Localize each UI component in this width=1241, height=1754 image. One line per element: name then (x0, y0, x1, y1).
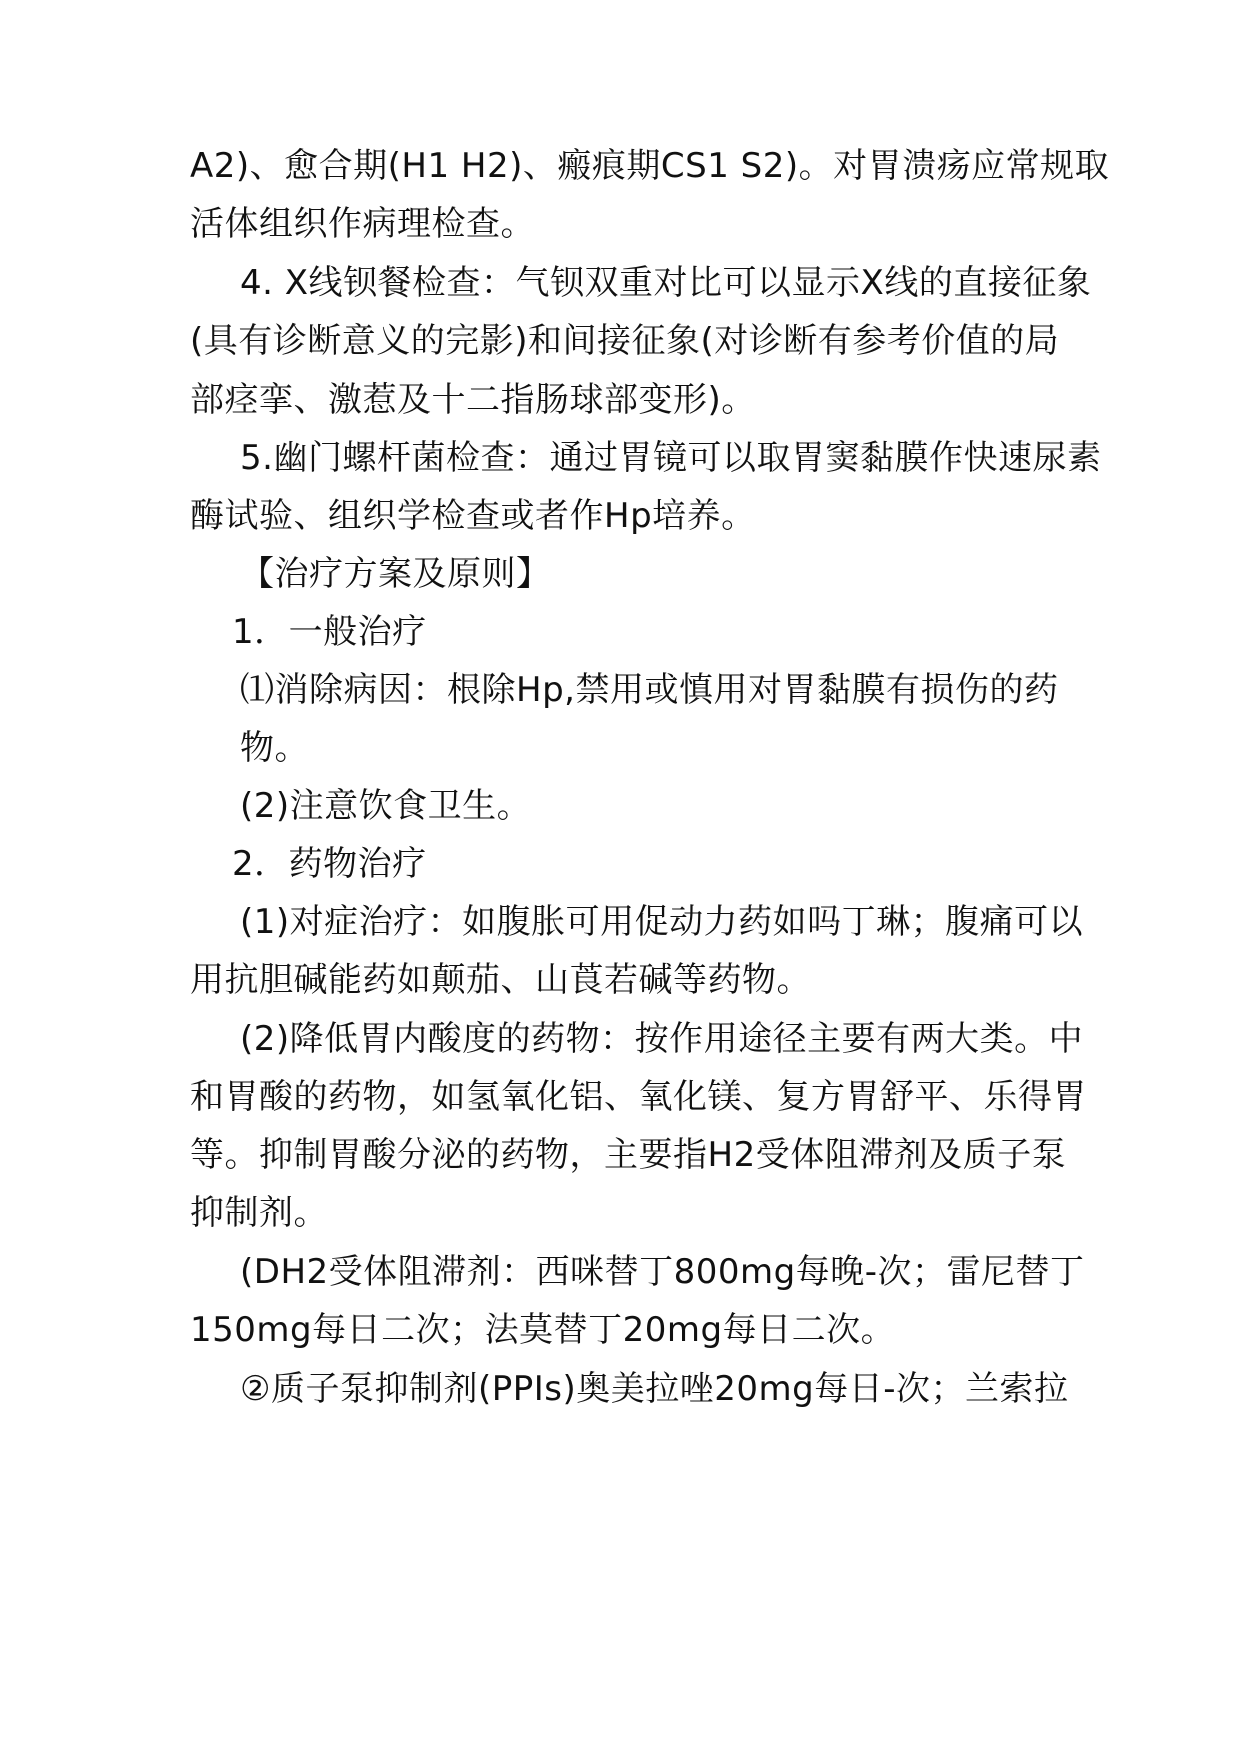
text-line: (2)降低胃内酸度的药物：按作用途径主要有两大类。中 (240, 1019, 1084, 1059)
text-line: (2)注意饮食卫生。 (240, 786, 532, 826)
text-line: 4. X线钡餐检查：气钡双重对比可以显示X线的直接征象 (240, 263, 1092, 303)
text-line: A2)、愈合期(H1 H2)、瘢痕期CS1 S2)。对胃溃疡应常规取 (190, 146, 1110, 186)
text-line: (DH2受体阻滞剂：西咪替丁800mg每晚-次；雷尼替丁 (240, 1252, 1085, 1292)
text-line: ⑴消除病因：根除Hp,禁用或慎用对胃黏膜有损伤的药 (240, 670, 1059, 710)
subsection-heading: 2．药物治疗 (232, 844, 427, 884)
section-heading: 【治疗方案及原则】 (240, 554, 551, 594)
text-line: 部痉挛、激惹及十二指肠球部变形)。 (190, 380, 756, 420)
subsection-heading: 1．一般治疗 (232, 612, 427, 652)
text-line: 5.幽门螺杆菌检查：通过胃镜可以取胃窦黏膜作快速尿素 (240, 438, 1102, 478)
text-line: 等。抑制胃酸分泌的药物，主要指H2受体阻滞剂及质子泵 (190, 1135, 1067, 1175)
text-line: ②质子泵抑制剂(PPIs)奥美拉唑20mg每日-次；兰索拉 (240, 1369, 1069, 1409)
text-line: 用抗胆碱能药如颠茄、山莨若碱等药物。 (190, 960, 811, 1000)
text-line: 抑制剂。 (190, 1193, 328, 1233)
text-line: (1)对症治疗：如腹胀可用促动力药如吗丁琳；腹痛可以 (240, 902, 1084, 942)
text-line: 物。 (240, 728, 309, 768)
text-line: 和胃酸的药物，如氢氧化铝、氧化镁、复方胃舒平、乐得胃 (190, 1077, 1087, 1117)
text-line: 150mg每日二次；法莫替丁20mg每日二次。 (190, 1310, 896, 1350)
text-line: 活体组织作病理检查。 (190, 204, 535, 244)
text-line: (具有诊断意义的完影)和间接征象(对诊断有参考价值的局 (190, 321, 1060, 361)
text-line: 酶试验、组织学检查或者作Hp培养。 (190, 496, 756, 536)
